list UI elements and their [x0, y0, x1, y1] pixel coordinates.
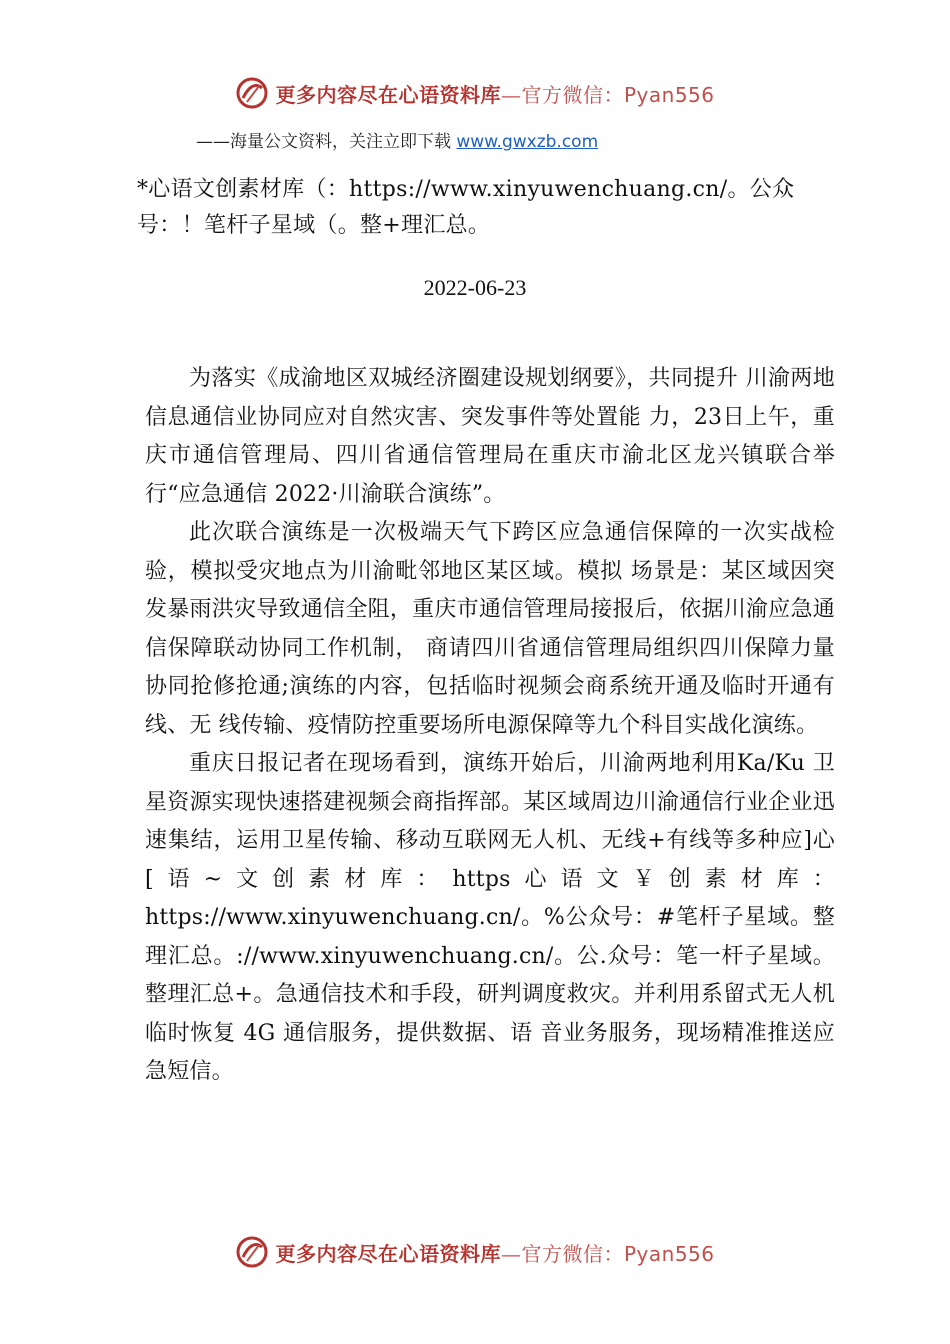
article-body: [145, 360, 835, 1092]
brand-logo-icon: [235, 1235, 269, 1269]
paragraph: 重庆日报记者在现场看到，演练开始后，川渝两地利用Ka/Ku 卫星资源实现快速搭建视频会商指挥部。某区域周边川渝通信行业企业迅速集结，运用卫星传输、移动互联网无人机、无线+有线等多种应]心[语~文创素材库：https心语文￥创素材库：https://www.xinyuwenchuang.cn/。%公众号：#笔杆子星域。整理汇总。://www.xinyuwenchuang.cn/。公.众号：笔一杆子星域。整理汇总+。急通信技术和手段，研判调度救灾。并利用系留式无人机临时恢复 4G 通信服务，提供数据、语 音业务服务，现场精准推送应急短信。: [145, 751, 835, 1084]
subline: [196, 127, 598, 152]
download-link[interactable]: www.gwxzb.com: [456, 132, 599, 152]
banner-ad-text: 更多内容尽在心语资料库—官方微信：Pyan556: [275, 1241, 715, 1266]
paragraph: 此次联合演练是一次极端天气下跨区应急通信保障的一次实战检验，模拟受灾地点为川渝毗邻地区某区域。模拟 场景是：某区域因突发暴雨洪灾导致通信全阻，重庆市通信管理局接报后，依据川渝应急通信保障联动协同工作机制， 商请四川省通信管理局组织四川保障力量协同抢修抢通;演练的内容，包括临时视频会商系统开通及临时开通有线、无 线传输、疫情防控重要场所电源保障等九个科目实战化演练。: [145, 520, 835, 738]
top-banner: [0, 73, 950, 113]
article-date: 2022-06-23: [423, 275, 527, 300]
paragraph: 为落实《成渝地区双城经济圈建设规划纲要》，共同提升 川渝两地信息通信业协同应对自然灾害、突发事件等处置能 力，23日上午，重庆市通信管理局、四川省通信管理局在重庆市渝北区龙兴镇联合举行“应急通信 2022·川渝联合演练”。: [145, 366, 835, 507]
subline-prefix: ——海量公文资料，关注立即下载: [196, 132, 451, 152]
brand-logo-icon: [235, 76, 269, 110]
bottom-banner: [0, 1232, 950, 1272]
header-notice: *心语文创素材库（：https://www.xinyuwenchuang.cn/。公众号：！笔杆子星域（。整+理汇总。: [137, 177, 795, 238]
banner-ad-text: 更多内容尽在心语资料库—官方微信：Pyan556: [275, 82, 715, 107]
